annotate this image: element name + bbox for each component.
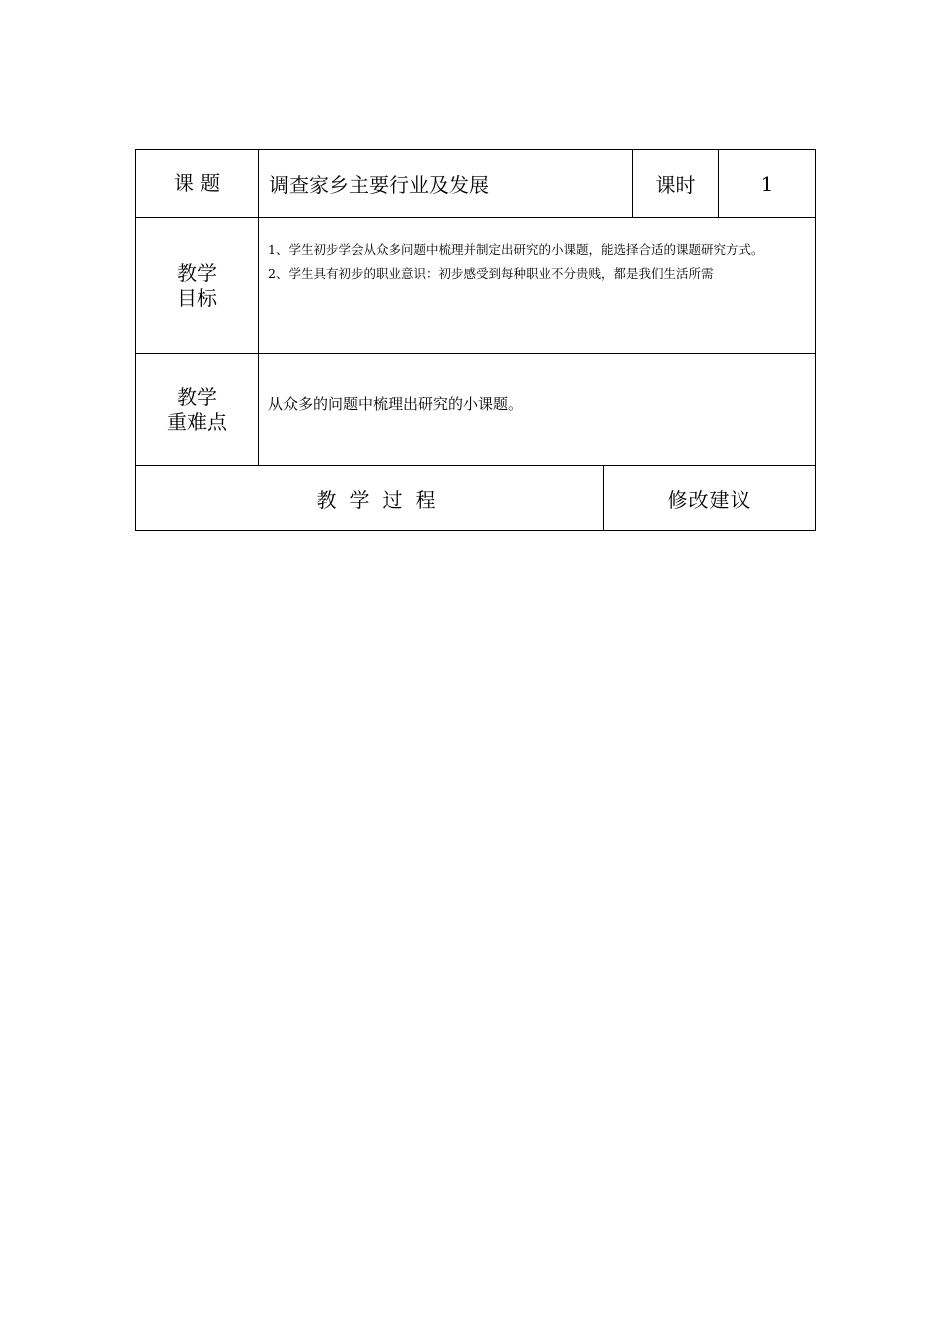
hours-label: 课时 [633,150,719,218]
goals-label [136,218,259,354]
focus-label [136,354,259,466]
goals-row [136,218,816,354]
process-label: 教学过程 [136,466,604,531]
process-row [136,466,816,531]
topic-row [136,150,816,218]
focus-content: 从众多的问题中梳理出研究的小课题。 [259,354,816,466]
focus-label-line2: 重难点 [167,409,227,434]
topic-value: 调查家乡主要行业及发展 [259,150,633,218]
goal-item-2: 2、学生具有初步的职业意识：初步感受到每种职业不分贵贱，都是我们生活所需 [268,266,714,281]
lesson-plan-table [135,149,816,531]
hours-value: 1 [719,150,816,218]
focus-row [136,354,816,466]
goals-label-line2: 目标 [177,285,217,310]
goal-item-1: 1、学生初步学会从众多问题中梳理并制定出研究的小课题，能选择合适的课题研究方式。 [268,242,764,257]
goals-label-line1: 教学 [177,260,217,285]
goals-content [259,218,816,354]
topic-label: 课 题 [136,150,259,218]
focus-label-line1: 教学 [177,384,217,409]
suggest-label: 修改建议 [604,466,816,531]
